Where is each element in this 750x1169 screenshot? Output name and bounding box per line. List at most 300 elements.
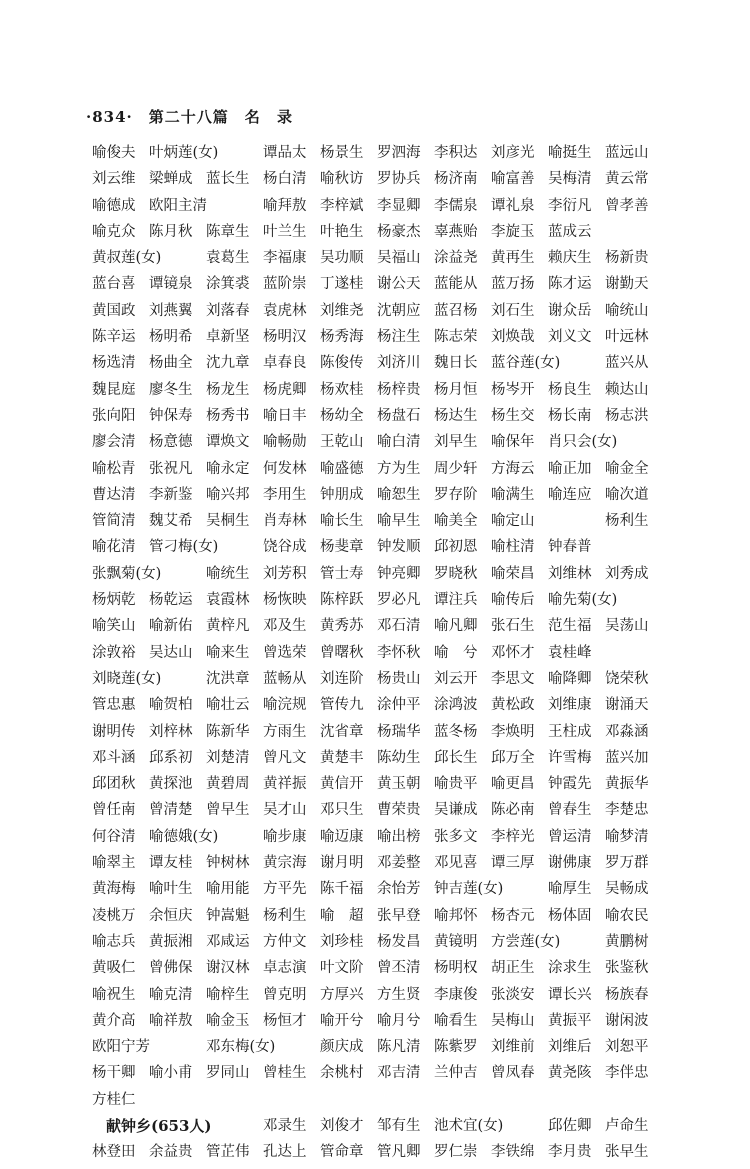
name-entry: 余怡芳 xyxy=(377,881,421,898)
name-entry: 杨幼全 xyxy=(320,407,364,424)
name-entry: 刘燕翼 xyxy=(149,302,193,319)
name-entry: 曾孝善 xyxy=(605,197,649,214)
name-entry: 涂求生 xyxy=(548,960,592,977)
name-entry: 何发林 xyxy=(263,460,307,477)
name-entry: 李福康 xyxy=(263,250,307,267)
name-entry: 罗存阶 xyxy=(434,486,478,503)
name-row xyxy=(92,1037,662,1063)
name-entry: 吴达山 xyxy=(149,644,193,661)
name-entry: 黄尧陔 xyxy=(548,1065,592,1082)
name-entry: 杨良生 xyxy=(548,381,592,398)
name-entry: 欧阳宁芳 xyxy=(92,1039,150,1056)
name-row xyxy=(92,590,662,616)
name-entry: 邓只生 xyxy=(320,802,364,819)
name-entry: 罗必凡 xyxy=(377,592,421,609)
name-entry: 杨梓贵 xyxy=(377,381,421,398)
name-entry: 钟霞先 xyxy=(548,776,592,793)
name-row xyxy=(92,248,662,274)
name-entry: 谭镜泉 xyxy=(149,276,193,293)
name-entry: 方为生 xyxy=(377,460,421,477)
name-entry: 刘早生 xyxy=(434,434,478,451)
name-entry: 谢勤天 xyxy=(605,276,649,293)
name-row xyxy=(92,985,662,1011)
name-entry: 杨干卿 xyxy=(92,1065,136,1082)
name-entry: 谭品太 xyxy=(263,145,307,161)
name-row xyxy=(92,1090,662,1116)
name-entry: 方厚兴 xyxy=(320,986,364,1003)
name-row xyxy=(92,1011,662,1037)
name-entry: 曾丕清 xyxy=(377,960,421,977)
name-entry: 杨月恒 xyxy=(434,381,478,398)
name-entry: 杨族春 xyxy=(605,986,649,1003)
name-entry: 杨志洪 xyxy=(605,407,649,424)
name-entry: 管简清 xyxy=(92,513,136,530)
name-row xyxy=(92,1116,662,1142)
name-entry: 吴畅成 xyxy=(605,881,649,898)
name-entry: 李伴忠 xyxy=(605,1065,649,1082)
name-entry: 欧阳主清 xyxy=(149,197,207,214)
name-entry: 邓姜整 xyxy=(377,855,421,872)
name-entry: 杨利生 xyxy=(263,907,307,924)
name-entry: 谢众岳 xyxy=(548,302,592,319)
name-entry: 李月贵 xyxy=(548,1144,592,1161)
name-entry: 喻克清 xyxy=(149,986,193,1003)
name-entry: 梁蝉成 xyxy=(149,171,193,188)
township-heading: 献钟乡(653人) xyxy=(106,1116,212,1135)
name-entry: 杨体固 xyxy=(548,907,592,924)
name-entry: 蓝召杨 xyxy=(434,302,478,319)
name-entry: 曾凡文 xyxy=(263,749,307,766)
name-entry: 喻正加 xyxy=(548,460,592,477)
name-entry: 钟树林 xyxy=(206,855,250,872)
name-entry: 魏日长 xyxy=(434,355,478,372)
name-entry: 黄吸仁 xyxy=(92,960,136,977)
name-entry: 沈省章 xyxy=(320,723,364,740)
name-entry: 邱佐卿 xyxy=(548,1117,592,1134)
name-entry: 杨虎卿 xyxy=(263,381,307,398)
name-entry: 喻邦怀 xyxy=(434,907,478,924)
name-entry: 陈月秋 xyxy=(149,223,193,240)
name-entry: 肖只会(女) xyxy=(548,434,618,451)
name-entry: 喻美全 xyxy=(434,513,478,530)
name-entry: 吴福山 xyxy=(377,250,421,267)
name-entry: 喻开兮 xyxy=(320,1012,364,1029)
name-entry: 蓝谷莲(女) xyxy=(491,355,561,372)
name-entry: 刘济川 xyxy=(377,355,421,372)
name-entry: 喻挺生 xyxy=(548,145,592,161)
name-entry: 喻小甫 xyxy=(149,1065,193,1082)
name-entry: 杨选清 xyxy=(92,355,136,372)
page-number: ·834· xyxy=(86,108,133,126)
name-entry: 蓝长生 xyxy=(206,171,250,188)
name-entry: 辜燕贻 xyxy=(434,223,478,240)
name-entry: 李衍凡 xyxy=(548,197,592,214)
name-entry: 余桃村 xyxy=(320,1065,364,1082)
name-entry: 喻德娥(女) xyxy=(149,828,219,845)
name-entry: 吴梅山 xyxy=(491,1012,535,1029)
name-entry: 喻祥敖 xyxy=(149,1012,193,1029)
name-row xyxy=(92,406,662,432)
name-entry: 钟保寿 xyxy=(149,407,193,424)
name-entry: 刘维尧 xyxy=(320,302,364,319)
name-entry: 杨乾运 xyxy=(149,592,193,609)
name-entry: 曾春生 xyxy=(548,802,592,819)
name-entry: 陈凡清 xyxy=(377,1039,421,1056)
name-entry: 张石生 xyxy=(491,618,535,635)
name-entry: 喻迈康 xyxy=(320,828,364,845)
name-entry: 王柱成 xyxy=(548,723,592,740)
name-entry: 喻盛德 xyxy=(320,460,364,477)
name-entry: 黄玉朝 xyxy=(377,776,421,793)
name-row xyxy=(92,1063,662,1089)
name-entry: 陈新华 xyxy=(206,723,250,740)
name-row xyxy=(92,748,662,774)
name-entry: 喻凡卿 xyxy=(434,618,478,635)
name-entry: 廖会清 xyxy=(92,434,136,451)
name-entry: 李怀秋 xyxy=(377,644,421,661)
name-entry: 沈九章 xyxy=(206,355,250,372)
name-entry: 孔达上 xyxy=(263,1144,307,1161)
name-entry: 李显卿 xyxy=(377,197,421,214)
name-entry: 杨曲全 xyxy=(149,355,193,372)
name-entry: 曾佛保 xyxy=(149,960,193,977)
name-entry: 谭焕文 xyxy=(206,434,250,451)
name-entry: 邓淼涵 xyxy=(605,723,649,740)
name-entry: 张祝凡 xyxy=(149,460,193,477)
name-entry: 管忠惠 xyxy=(92,697,136,714)
name-entry: 张鉴秋 xyxy=(605,960,649,977)
name-entry: 钟亮卿 xyxy=(377,565,421,582)
name-entry: 杨龙生 xyxy=(206,381,250,398)
name-entry: 涂仲平 xyxy=(377,697,421,714)
name-entry: 谭长兴 xyxy=(548,986,592,1003)
name-entry: 卓志演 xyxy=(263,960,307,977)
name-entry: 曾运清 xyxy=(548,828,592,845)
name-row xyxy=(92,616,662,642)
name-entry: 蓝远山 xyxy=(605,145,649,161)
name-entry: 喻叶生 xyxy=(149,881,193,898)
name-entry: 黄叔莲(女) xyxy=(92,250,162,267)
name-entry: 陈才运 xyxy=(548,276,592,293)
name-entry: 涂鸿波 xyxy=(434,697,478,714)
name-entry: 杨注生 xyxy=(377,329,421,346)
name-entry: 陈梓跃 xyxy=(320,592,364,609)
name-entry: 谢闲波 xyxy=(605,1012,649,1029)
name-entry: 张向阳 xyxy=(92,407,136,424)
name-entry: 李思文 xyxy=(491,670,535,687)
name-entry: 何谷清 xyxy=(92,828,136,845)
name-entry: 邓石清 xyxy=(377,618,421,635)
name-entry: 喻 兮 xyxy=(434,644,478,661)
name-entry: 罗泗海 xyxy=(377,145,421,161)
name-entry: 喻用能 xyxy=(206,881,250,898)
name-entry: 方雨生 xyxy=(263,723,307,740)
name-entry: 沈朝应 xyxy=(377,302,421,319)
name-row xyxy=(92,564,662,590)
name-entry: 喻降卿 xyxy=(548,670,592,687)
name-entry: 黄宗海 xyxy=(263,855,307,872)
name-entry: 黄梓凡 xyxy=(206,618,250,635)
name-entry: 黄信开 xyxy=(320,776,364,793)
name-row xyxy=(92,958,662,984)
name-entry: 杨长南 xyxy=(548,407,592,424)
name-entry: 刘义文 xyxy=(548,329,592,346)
name-row xyxy=(92,669,662,695)
name-entry: 李儒泉 xyxy=(434,197,478,214)
name-entry: 李用生 xyxy=(263,486,307,503)
name-row xyxy=(92,327,662,353)
name-entry: 邓录生 xyxy=(263,1117,307,1134)
name-entry: 罗协兵 xyxy=(377,171,421,188)
name-entry: 黄秀苏 xyxy=(320,618,364,635)
name-entry: 杨明汉 xyxy=(263,329,307,346)
name-entry: 邓东梅(女) xyxy=(206,1039,276,1056)
name-row xyxy=(92,932,662,958)
name-entry: 饶荣秋 xyxy=(605,670,649,687)
name-entry: 李康俊 xyxy=(434,986,478,1003)
name-entry: 谭礼泉 xyxy=(491,197,535,214)
name-entry: 喻统山 xyxy=(605,302,649,319)
name-entry: 方平先 xyxy=(263,881,307,898)
name-entry: 吴谦成 xyxy=(434,802,478,819)
name-entry: 肖寿林 xyxy=(263,513,307,530)
name-entry: 喻松青 xyxy=(92,460,136,477)
name-row xyxy=(92,879,662,905)
name-entry: 杨贵山 xyxy=(377,670,421,687)
name-row xyxy=(92,485,662,511)
name-entry: 黄振湘 xyxy=(149,933,193,950)
name-entry: 余恒庆 xyxy=(149,907,193,924)
name-entry: 刘楚清 xyxy=(206,749,250,766)
name-entry: 刘维康 xyxy=(548,697,592,714)
name-entry: 喻传后 xyxy=(491,592,535,609)
name-entry: 方生贤 xyxy=(377,986,421,1003)
name-entry: 蓝万扬 xyxy=(491,276,535,293)
name-entry: 钟春普 xyxy=(548,539,592,556)
name-row xyxy=(92,695,662,721)
name-entry: 杨达生 xyxy=(434,407,478,424)
name-row xyxy=(92,774,662,800)
name-entry: 喻兴邦 xyxy=(206,486,250,503)
name-entry: 喻来生 xyxy=(206,644,250,661)
name-row xyxy=(92,722,662,748)
name-entry: 黄探池 xyxy=(149,776,193,793)
name-entry: 黄国政 xyxy=(92,302,136,319)
name-entry: 管凡卿 xyxy=(377,1144,421,1161)
name-entry: 许雪梅 xyxy=(548,749,592,766)
name-entry: 吴功顺 xyxy=(320,250,364,267)
name-row xyxy=(92,853,662,879)
name-entry: 喻统生 xyxy=(206,565,250,582)
name-entry: 邹有生 xyxy=(377,1117,421,1134)
name-entry: 蓝兴从 xyxy=(605,355,649,372)
name-row xyxy=(92,353,662,379)
name-row xyxy=(92,222,662,248)
name-entry: 曹荣贵 xyxy=(377,802,421,819)
name-entry: 魏昆庭 xyxy=(92,381,136,398)
name-entry: 黄镜明 xyxy=(434,933,478,950)
name-entry: 谭注兵 xyxy=(434,592,478,609)
name-entry: 刘晓莲(女) xyxy=(92,670,162,687)
name-entry: 喻富善 xyxy=(491,171,535,188)
name-entry: 李积达 xyxy=(434,145,478,161)
name-entry: 喻连应 xyxy=(548,486,592,503)
name-entry: 喻翠主 xyxy=(92,855,136,872)
name-entry: 喻梓生 xyxy=(206,986,250,1003)
name-entry: 王乾山 xyxy=(320,434,364,451)
name-entry: 罗同山 xyxy=(206,1065,250,1082)
name-entry: 杨利生 xyxy=(605,513,649,530)
name-row xyxy=(92,800,662,826)
name-entry: 刘云开 xyxy=(434,670,478,687)
name-entry: 刘石生 xyxy=(491,302,535,319)
name-entry: 陈千福 xyxy=(320,881,364,898)
name-entry: 杨生交 xyxy=(491,407,535,424)
name-entry: 杨意德 xyxy=(149,434,193,451)
name-row xyxy=(92,432,662,458)
name-row xyxy=(92,827,662,853)
name-entry: 李楚忠 xyxy=(605,802,649,819)
name-entry: 邓吉清 xyxy=(377,1065,421,1082)
name-entry: 陈紫罗 xyxy=(434,1039,478,1056)
name-entry: 杨炳乾 xyxy=(92,592,136,609)
name-entry: 叶远林 xyxy=(605,329,649,346)
name-entry: 邱初恩 xyxy=(434,539,478,556)
name-entry: 曾任南 xyxy=(92,802,136,819)
name-entry: 喻定山 xyxy=(491,513,535,530)
name-entry: 叶炳莲(女) xyxy=(149,145,219,161)
name-entry: 刘维林 xyxy=(548,565,592,582)
name-entry: 卓新坚 xyxy=(206,329,250,346)
name-entry: 方海云 xyxy=(491,460,535,477)
name-entry: 杨欢桂 xyxy=(320,381,364,398)
name-row xyxy=(92,537,662,563)
name-entry: 黄再生 xyxy=(491,250,535,267)
name-entry: 喻步康 xyxy=(263,828,307,845)
name-entry: 张淡安 xyxy=(491,986,535,1003)
name-entry: 李梓光 xyxy=(491,828,535,845)
name-entry: 钟发顺 xyxy=(377,539,421,556)
name-entry: 邓见喜 xyxy=(434,855,478,872)
name-entry: 魏艾希 xyxy=(149,513,193,530)
name-entry: 杨豪杰 xyxy=(377,223,421,240)
name-entry: 刘珍桂 xyxy=(320,933,364,950)
name-entry: 喻日丰 xyxy=(263,407,307,424)
name-entry: 喻贺柏 xyxy=(149,697,193,714)
name-entry: 刘秀成 xyxy=(605,565,649,582)
name-entry: 曹达清 xyxy=(92,486,136,503)
name-entry: 曾选荣 xyxy=(263,644,307,661)
name-row xyxy=(92,643,662,669)
name-entry: 黄祥振 xyxy=(263,776,307,793)
name-entry: 喻志兵 xyxy=(92,933,136,950)
name-row xyxy=(92,196,662,222)
name-entry: 赖达山 xyxy=(605,381,649,398)
name-entry: 喻畅勋 xyxy=(263,434,307,451)
name-entry: 陈必南 xyxy=(491,802,535,819)
name-entry: 黄鹏树 xyxy=(605,933,649,950)
name-entry: 邱系初 xyxy=(149,749,193,766)
name-entry: 喻出榜 xyxy=(377,828,421,845)
name-entry: 李新鉴 xyxy=(149,486,193,503)
name-entry: 黄碧周 xyxy=(206,776,250,793)
name-entry: 方仲文 xyxy=(263,933,307,950)
name-entry: 喻长生 xyxy=(320,513,364,530)
name-entry: 刘云维 xyxy=(92,171,136,188)
name-entry: 陈志荣 xyxy=(434,329,478,346)
name-entry: 张早登 xyxy=(377,907,421,924)
name-entry: 喻祝生 xyxy=(92,986,136,1003)
name-entry: 蓝兴加 xyxy=(605,749,649,766)
name-entry: 蓝冬杨 xyxy=(434,723,478,740)
name-entry: 喻厚生 xyxy=(548,881,592,898)
name-entry: 喻恕生 xyxy=(377,486,421,503)
name-entry: 黄介高 xyxy=(92,1012,136,1029)
name-entry: 喻满生 xyxy=(491,486,535,503)
name-entry: 喻次道 xyxy=(605,486,649,503)
name-entry: 杨济南 xyxy=(434,171,478,188)
name-entry: 邓斗涵 xyxy=(92,749,136,766)
name-entry: 李旋玉 xyxy=(491,223,535,240)
name-entry: 管刁梅(女) xyxy=(149,539,219,556)
name-entry: 喻金全 xyxy=(605,460,649,477)
name-entry: 罗晓秋 xyxy=(434,565,478,582)
name-entry: 刘维后 xyxy=(548,1039,592,1056)
name-entry: 喻浣规 xyxy=(263,697,307,714)
name-entry: 喻 超 xyxy=(320,907,364,924)
name-entry: 李铁绵 xyxy=(491,1144,535,1161)
name-entry: 谢月明 xyxy=(320,855,364,872)
name-entry: 蓝畅从 xyxy=(263,670,307,687)
name-entry: 饶谷成 xyxy=(263,539,307,556)
name-entry: 凌桃万 xyxy=(92,907,136,924)
name-entry: 邱长生 xyxy=(434,749,478,766)
name-entry: 喻德成 xyxy=(92,197,136,214)
name-entry: 杨秀海 xyxy=(320,329,364,346)
name-entry: 李焕明 xyxy=(491,723,535,740)
name-entry: 刘落春 xyxy=(206,302,250,319)
name-entry: 杨杏元 xyxy=(491,907,535,924)
name-entry: 胡正生 xyxy=(491,960,535,977)
name-entry: 陈俊传 xyxy=(320,355,364,372)
name-entry: 赖庆生 xyxy=(548,250,592,267)
name-entry: 颜庆成 xyxy=(320,1039,364,1056)
name-entry: 喻农民 xyxy=(605,907,649,924)
name-entry: 刘俊才 xyxy=(320,1117,364,1134)
name-entry: 杨盘石 xyxy=(377,407,421,424)
name-entry: 邱万全 xyxy=(491,749,535,766)
name-entry: 杨新贵 xyxy=(605,250,649,267)
name-row xyxy=(92,143,662,169)
name-row xyxy=(92,1142,662,1168)
name-entry: 张飘菊(女) xyxy=(92,565,162,582)
name-row xyxy=(92,274,662,300)
name-entry: 杨岑开 xyxy=(491,381,535,398)
name-entry: 陈辛运 xyxy=(92,329,136,346)
page-header xyxy=(86,106,298,127)
name-entry: 喻花清 xyxy=(92,539,136,556)
name-entry: 喻新佑 xyxy=(149,618,193,635)
name-entry: 方桂仁 xyxy=(92,1091,136,1108)
name-row xyxy=(92,169,662,195)
name-entry: 叶文阶 xyxy=(320,960,364,977)
section-heading: 第二十八篇 xyxy=(148,108,229,126)
page-title: 名 录 xyxy=(244,108,299,126)
name-entry: 黄云常 xyxy=(605,171,649,188)
name-entry: 谭友桂 xyxy=(149,855,193,872)
name-entry: 兰仲吉 xyxy=(434,1065,478,1082)
name-entry: 池术宜(女) xyxy=(434,1117,504,1134)
